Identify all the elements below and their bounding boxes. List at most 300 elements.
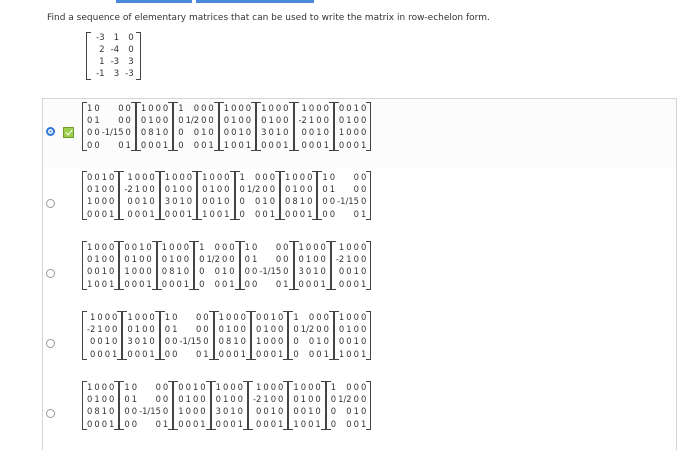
matrix-entry: 1 bbox=[316, 336, 322, 347]
matrix-table bbox=[86, 241, 115, 290]
matrix-row bbox=[298, 102, 330, 114]
matrix-entry: 0 bbox=[338, 266, 345, 277]
matrix-entry: 1 bbox=[112, 348, 118, 359]
matrix-entry: 0 bbox=[231, 103, 237, 113]
matrix-entry: 0 bbox=[292, 172, 298, 182]
matrix-entry: 1 bbox=[338, 348, 345, 359]
matrix-row bbox=[244, 265, 290, 277]
matrix-entry: 1 bbox=[113, 33, 120, 43]
matrix-entry: 0 bbox=[346, 418, 352, 429]
matrix-entry: 1 bbox=[261, 103, 267, 113]
matrix-row bbox=[86, 405, 115, 417]
matrix-entry: 0 bbox=[313, 242, 319, 252]
matrix-entry: 1 bbox=[270, 406, 277, 417]
matrix-entry: 0 bbox=[185, 418, 191, 429]
matrix-row bbox=[123, 171, 155, 183]
matrix-row bbox=[90, 32, 137, 44]
matrix-row bbox=[223, 126, 252, 138]
matrix-entry: 0 bbox=[233, 348, 239, 359]
radio-button[interactable] bbox=[46, 409, 55, 418]
matrix-entry: 0 bbox=[262, 208, 268, 219]
matrix-table bbox=[321, 171, 367, 220]
matrix-entry: 0 bbox=[162, 406, 169, 417]
matrix-row bbox=[86, 393, 115, 405]
matrix-entry: 1 bbox=[251, 254, 258, 265]
matrix-row bbox=[140, 114, 169, 126]
matrix-entry: 0 bbox=[320, 266, 326, 277]
matrix-row bbox=[284, 208, 313, 220]
matrix-entry: 1 bbox=[215, 382, 221, 392]
matrix-entry: 0 bbox=[146, 242, 152, 252]
matrix-row bbox=[164, 208, 193, 220]
matrix-row bbox=[244, 253, 290, 265]
elementary-matrix bbox=[122, 311, 159, 360]
matrix-entry: 0 bbox=[87, 208, 93, 219]
matrix-entry: 0 bbox=[223, 115, 230, 126]
matrix-entry: 0 bbox=[315, 394, 321, 405]
matrix-table bbox=[260, 102, 289, 151]
matrix-entry: 0 bbox=[233, 324, 239, 335]
matrix-entry: 0 bbox=[230, 382, 236, 392]
matrix-entry: 0 bbox=[222, 406, 229, 417]
matrix-row bbox=[126, 348, 155, 360]
matrix-entry: 0 bbox=[308, 418, 314, 429]
matrix-row bbox=[90, 56, 137, 68]
matrix-entry: 1 bbox=[209, 184, 215, 195]
matrix-entry: 0 bbox=[275, 278, 282, 289]
matrix-entry: 0 bbox=[293, 406, 299, 417]
matrix-table bbox=[140, 102, 169, 151]
matrix-row bbox=[218, 323, 247, 335]
matrix-row bbox=[330, 405, 368, 417]
matrix-entry: 0 bbox=[195, 324, 202, 335]
matrix-entry: 0 bbox=[128, 45, 134, 55]
matrix-entry: 0 bbox=[275, 103, 282, 113]
matrix-entry: 0 bbox=[118, 115, 124, 126]
matrix-entry: 0 bbox=[263, 418, 269, 429]
matrix-entry: 0 bbox=[353, 312, 359, 322]
matrix-entry: 1 bbox=[94, 184, 100, 195]
matrix-row bbox=[338, 323, 367, 335]
matrix-entry: 1 bbox=[346, 115, 352, 126]
matrix-row bbox=[292, 323, 330, 335]
matrix-row bbox=[86, 126, 132, 138]
matrix-entry: 0 bbox=[346, 336, 352, 347]
matrix-entry: 1 bbox=[360, 348, 367, 359]
matrix-entry: 0 bbox=[360, 172, 367, 182]
matrix-entry: 0 bbox=[222, 418, 229, 429]
matrix-row bbox=[321, 195, 367, 207]
matrix-row bbox=[164, 195, 193, 207]
answer-option-1[interactable] bbox=[43, 99, 676, 169]
matrix-entry: 0 bbox=[112, 312, 118, 322]
matrix-entry: 0 bbox=[178, 139, 184, 150]
matrix-entry: -3 bbox=[125, 69, 134, 79]
matrix-entry: 0 bbox=[313, 254, 319, 265]
matrix-row bbox=[218, 311, 247, 323]
matrix-entry: 1 bbox=[338, 127, 345, 138]
matrix-entry: 0 bbox=[124, 418, 130, 429]
matrix-entry: 1 bbox=[360, 139, 367, 150]
matrix-entry: 0 bbox=[164, 184, 171, 195]
elementary-matrix bbox=[160, 311, 214, 360]
matrix-product bbox=[82, 381, 371, 430]
answer-options bbox=[42, 98, 677, 450]
matrix-entry: 0 bbox=[238, 115, 244, 126]
matrix-entry: 0 bbox=[240, 336, 247, 347]
matrix-entry: 1 bbox=[202, 172, 208, 182]
matrix-entry: 1 bbox=[225, 324, 232, 335]
matrix-table bbox=[86, 171, 115, 220]
matrix-entry: 0 bbox=[316, 103, 322, 113]
matrix-entry: 0 bbox=[245, 127, 252, 138]
matrix-entry: 1 bbox=[293, 382, 299, 392]
radio-button[interactable] bbox=[46, 339, 55, 348]
matrix-entry: 1 bbox=[149, 208, 155, 219]
matrix-entry: 1 bbox=[293, 312, 299, 322]
answer-option-3[interactable] bbox=[43, 238, 676, 308]
matrix-entry: 0 bbox=[101, 382, 108, 392]
matrix-table bbox=[330, 381, 368, 430]
matrix-row bbox=[239, 195, 277, 207]
matrix-entry: 0 bbox=[353, 348, 359, 359]
matrix-entry: 0 bbox=[214, 242, 220, 252]
matrix-entry: 8 bbox=[225, 336, 232, 347]
matrix-entry: 1 bbox=[208, 139, 214, 150]
matrix-entry: 1 bbox=[269, 208, 276, 219]
matrix-row bbox=[239, 183, 277, 195]
elementary-matrix bbox=[248, 381, 288, 430]
matrix-entry: 0 bbox=[214, 278, 220, 289]
matrix-entry: -2 bbox=[335, 254, 345, 265]
matrix-entry: 0 bbox=[293, 394, 299, 405]
matrix-entry: 1 bbox=[97, 324, 103, 335]
matrix-entry: 0 bbox=[146, 254, 152, 265]
matrix-entry: -1/15 bbox=[337, 196, 359, 207]
matrix-table bbox=[123, 241, 152, 290]
matrix-row bbox=[284, 171, 313, 183]
matrix-entry: 1 bbox=[90, 312, 96, 322]
matrix-row bbox=[321, 171, 367, 183]
matrix-entry: 0 bbox=[221, 254, 228, 265]
matrix-entry: 0 bbox=[193, 139, 200, 150]
coefficient-matrix bbox=[86, 32, 141, 80]
elementary-matrix bbox=[197, 171, 234, 220]
matrix-entry: 1 bbox=[244, 242, 250, 252]
elementary-matrix bbox=[157, 241, 194, 290]
matrix-entry: 0 bbox=[275, 115, 282, 126]
matrix-entry: 1 bbox=[192, 382, 199, 392]
matrix-entry: 0 bbox=[308, 312, 315, 322]
matrix-entry: 0 bbox=[192, 418, 199, 429]
matrix-entry: 0 bbox=[346, 139, 352, 150]
matrix-entry: 0 bbox=[131, 382, 138, 392]
matrix-row bbox=[292, 348, 330, 360]
matrix-entry: 0 bbox=[293, 348, 299, 359]
matrix-entry: 0 bbox=[104, 324, 111, 335]
matrix-entry: 0 bbox=[308, 382, 314, 392]
matrix-row bbox=[123, 208, 155, 220]
matrix-row bbox=[123, 183, 155, 195]
matrix-table bbox=[255, 311, 284, 360]
matrix-row bbox=[239, 171, 277, 183]
matrix-entry: -2 bbox=[87, 324, 96, 335]
matrix-entry: 0 bbox=[353, 139, 359, 150]
matrix-row bbox=[260, 126, 289, 138]
matrix-row bbox=[260, 114, 289, 126]
correct-check-icon bbox=[63, 127, 74, 138]
matrix-entry: 0 bbox=[109, 196, 115, 207]
matrix-entry: 0 bbox=[285, 208, 291, 219]
matrix-entry: 0 bbox=[172, 172, 178, 182]
matrix-entry: 0 bbox=[308, 127, 315, 138]
matrix-row bbox=[86, 171, 115, 183]
matrix-entry: 0 bbox=[164, 348, 171, 359]
matrix-entry: 0 bbox=[322, 208, 328, 219]
matrix-entry: 0 bbox=[192, 394, 199, 405]
matrix-entry: 0 bbox=[87, 406, 93, 417]
matrix-table bbox=[244, 241, 290, 290]
matrix-entry: 0 bbox=[237, 394, 243, 405]
matrix-entry: 0 bbox=[142, 184, 148, 195]
elementary-matrix bbox=[334, 311, 371, 360]
matrix-entry: 1 bbox=[353, 103, 359, 113]
matrix-entry: 0 bbox=[186, 196, 193, 207]
matrix-entry: 0 bbox=[149, 196, 155, 207]
matrix-entry: 1 bbox=[203, 348, 209, 359]
matrix-row bbox=[330, 381, 368, 393]
matrix-entry: 1 bbox=[338, 312, 345, 322]
matrix-entry: 1 bbox=[240, 348, 247, 359]
matrix-entry: 0 bbox=[255, 208, 261, 219]
matrix-entry: 0 bbox=[183, 266, 190, 277]
matrix-row bbox=[164, 311, 210, 323]
matrix-entry: 0 bbox=[360, 382, 367, 392]
matrix-entry: 1 bbox=[109, 418, 115, 429]
matrix-entry: 1 bbox=[134, 184, 141, 195]
matrix-entry: 0 bbox=[155, 139, 161, 150]
elementary-matrix bbox=[160, 171, 197, 220]
matrix-entry: 1 bbox=[263, 394, 269, 405]
matrix-entry: 0 bbox=[179, 184, 185, 195]
matrix-entry: 0 bbox=[148, 139, 154, 150]
matrix-entry: 0 bbox=[283, 266, 289, 277]
matrix-entry: 0 bbox=[164, 324, 171, 335]
matrix-entry: 0 bbox=[360, 254, 367, 265]
matrix-entry: 1 bbox=[218, 312, 224, 322]
matrix-entry: 0 bbox=[329, 196, 336, 207]
matrix-entry: 1 bbox=[94, 115, 100, 126]
matrix-entry: 0 bbox=[140, 139, 147, 150]
matrix-row bbox=[123, 265, 152, 277]
matrix-row bbox=[123, 405, 169, 417]
matrix-table bbox=[161, 241, 190, 290]
matrix-entry: 1 bbox=[104, 336, 111, 347]
matrix-row bbox=[140, 102, 169, 114]
matrix-row bbox=[201, 171, 230, 183]
matrix-entry: 1 bbox=[308, 115, 315, 126]
matrix-entry: 0 bbox=[283, 103, 289, 113]
matrix-product bbox=[82, 241, 371, 290]
matrix-row bbox=[335, 241, 367, 253]
matrix-entry: 0 bbox=[216, 184, 223, 195]
matrix-entry: 0 bbox=[200, 394, 206, 405]
matrix-table bbox=[338, 102, 367, 151]
matrix-row bbox=[177, 418, 206, 430]
matrix-entry: 3 bbox=[261, 127, 267, 138]
matrix-entry: 0 bbox=[162, 103, 169, 113]
matrix-entry: 3 bbox=[164, 196, 171, 207]
elementary-matrix bbox=[82, 241, 119, 290]
matrix-entry: 0 bbox=[178, 418, 184, 429]
matrix-entry: 0 bbox=[169, 242, 175, 252]
matrix-entry: 0 bbox=[124, 278, 130, 289]
matrix-entry: 0 bbox=[299, 208, 306, 219]
matrix-entry: 1 bbox=[101, 172, 108, 182]
matrix-entry: 1 bbox=[87, 382, 93, 392]
matrix-entry: 0 bbox=[251, 278, 258, 289]
matrix-entry: 0 bbox=[223, 127, 230, 138]
matrix-entry: 0 bbox=[183, 254, 190, 265]
matrix-entry: 1 bbox=[99, 57, 105, 67]
matrix-row bbox=[298, 253, 327, 265]
matrix-table bbox=[338, 311, 367, 360]
elementary-matrix bbox=[326, 381, 372, 430]
answer-option-2[interactable] bbox=[43, 168, 676, 238]
matrix-entry: 0 bbox=[323, 115, 329, 126]
matrix-entry: 0 bbox=[308, 103, 315, 113]
matrix-entry: 0 bbox=[278, 324, 284, 335]
radio-button[interactable] bbox=[46, 127, 55, 136]
matrix-entry: 1/2 bbox=[300, 324, 315, 335]
radio-button[interactable] bbox=[46, 269, 55, 278]
matrix-row bbox=[177, 126, 215, 138]
matrix-entry: 0 bbox=[283, 242, 289, 252]
elementary-matrix bbox=[194, 241, 240, 290]
matrix-entry: 0 bbox=[202, 184, 208, 195]
matrix-entry: 1 bbox=[139, 242, 145, 252]
answer-option-5[interactable] bbox=[43, 378, 676, 448]
matrix-table bbox=[177, 381, 206, 430]
elementary-matrix bbox=[82, 381, 119, 430]
matrix-entry: 0 bbox=[124, 394, 130, 405]
matrix-entry: 1 bbox=[124, 382, 130, 392]
matrix-entry: 0 bbox=[244, 266, 250, 277]
matrix-entry: -2 bbox=[253, 394, 262, 405]
matrix-table bbox=[164, 171, 193, 220]
matrix-row bbox=[126, 323, 155, 335]
matrix-entry: 0 bbox=[323, 312, 329, 322]
matrix-row bbox=[164, 348, 210, 360]
matrix-entry: 0 bbox=[360, 312, 367, 322]
matrix-entry: 0 bbox=[134, 172, 141, 182]
matrix-row bbox=[255, 311, 284, 323]
matrix-entry: 0 bbox=[162, 127, 169, 138]
matrix-entry: 0 bbox=[94, 278, 100, 289]
radio-button[interactable] bbox=[46, 199, 55, 208]
matrix-entry: 0 bbox=[263, 348, 269, 359]
matrix-entry: 0 bbox=[94, 382, 100, 392]
matrix-entry: 1 bbox=[222, 394, 229, 405]
matrix-row bbox=[86, 253, 115, 265]
matrix-entry: 0 bbox=[127, 324, 133, 335]
matrix-entry: 0 bbox=[230, 394, 236, 405]
matrix-row bbox=[198, 265, 236, 277]
elementary-matrix bbox=[294, 102, 334, 151]
matrix-entry: 0 bbox=[308, 139, 315, 150]
matrix-row bbox=[215, 381, 244, 393]
matrix-entry: 0 bbox=[131, 242, 138, 252]
matrix-entry: -4 bbox=[110, 45, 120, 55]
matrix-entry: 3 bbox=[127, 336, 133, 347]
matrix-entry: 1 bbox=[256, 336, 262, 347]
matrix-entry: 1 bbox=[178, 406, 184, 417]
matrix-entry: 0 bbox=[87, 394, 93, 405]
matrix-row bbox=[223, 139, 252, 151]
matrix-entry: 0 bbox=[192, 406, 199, 417]
matrix-row bbox=[255, 323, 284, 335]
top-progress-bar bbox=[0, 0, 700, 4]
matrix-entry: 0 bbox=[193, 127, 200, 138]
matrix-entry: 0 bbox=[155, 382, 161, 392]
matrix-entry: 3 bbox=[128, 57, 134, 67]
matrix-row bbox=[198, 241, 236, 253]
matrix-entry: 1 bbox=[353, 266, 359, 277]
matrix-table bbox=[239, 171, 277, 220]
matrix-entry: 0 bbox=[216, 208, 223, 219]
matrix-entry: 0 bbox=[240, 312, 247, 322]
answer-option-4[interactable] bbox=[43, 308, 676, 378]
matrix-entry: 1 bbox=[87, 103, 93, 113]
matrix-entry: 0 bbox=[300, 382, 307, 392]
matrix-entry: 1 bbox=[101, 266, 108, 277]
matrix-row bbox=[255, 348, 284, 360]
matrix-entry: 0 bbox=[338, 139, 345, 150]
matrix-entry: 0 bbox=[195, 348, 202, 359]
matrix-entry: 1 bbox=[313, 266, 319, 277]
matrix-entry: 0 bbox=[101, 394, 108, 405]
matrix-table bbox=[298, 102, 330, 151]
matrix-entry: 0 bbox=[301, 139, 307, 150]
elementary-matrix bbox=[211, 381, 248, 430]
matrix-entry: 0 bbox=[155, 115, 161, 126]
matrix-entry: 0 bbox=[255, 196, 261, 207]
matrix-entry: 0 bbox=[209, 208, 215, 219]
matrix-entry: 0 bbox=[215, 394, 221, 405]
matrix-entry: 0 bbox=[330, 406, 337, 417]
matrix-entry: 8 bbox=[94, 406, 100, 417]
matrix-entry: 0 bbox=[229, 254, 235, 265]
elementary-matrix bbox=[251, 311, 288, 360]
matrix-entry: 1 bbox=[183, 278, 190, 289]
matrix-entry: 0 bbox=[251, 242, 258, 252]
matrix-entry: 0 bbox=[203, 336, 209, 347]
matrix-entry: 0 bbox=[283, 127, 289, 138]
matrix-entry: 0 bbox=[94, 208, 100, 219]
matrix-entry: 1 bbox=[124, 266, 130, 277]
matrix-row bbox=[161, 241, 190, 253]
matrix-row bbox=[338, 311, 367, 323]
matrix-entry: 0 bbox=[172, 196, 178, 207]
matrix-table bbox=[223, 102, 252, 151]
matrix-row bbox=[338, 114, 367, 126]
matrix-entry: 0 bbox=[178, 382, 184, 392]
matrix-entry: 0 bbox=[240, 324, 247, 335]
matrix-entry: 0 bbox=[94, 127, 100, 138]
matrix-entry: 0 bbox=[316, 139, 322, 150]
matrix-entry: 0 bbox=[214, 266, 220, 277]
matrix-entry: 0 bbox=[87, 172, 93, 182]
